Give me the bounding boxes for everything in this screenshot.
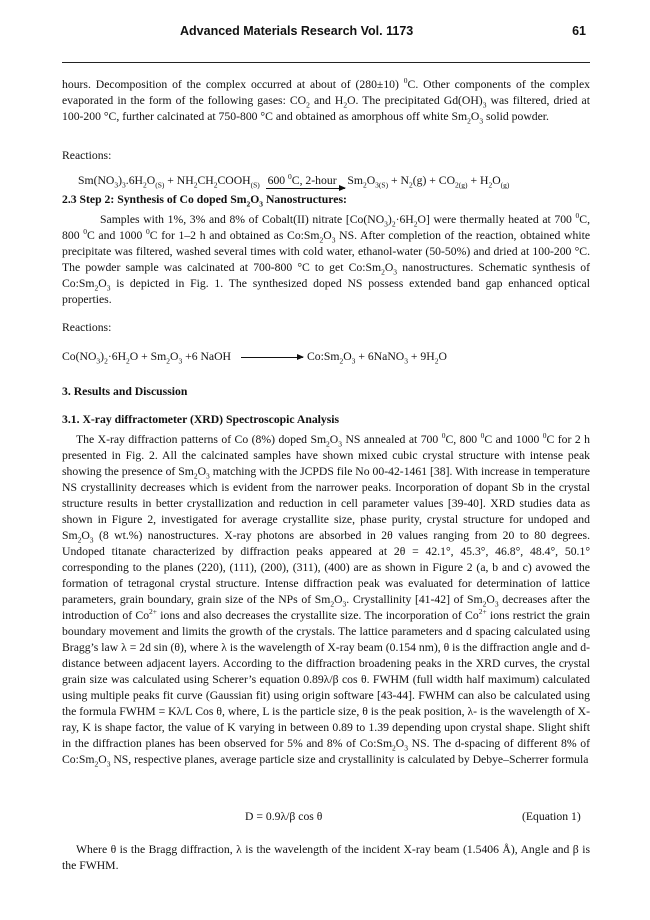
page-number: 61	[572, 24, 586, 38]
running-header	[62, 24, 590, 42]
reactions-label-2: Reactions:	[62, 321, 112, 334]
paragraph-xrd-analysis: The X-ray diffraction patterns of Co (8%) doped $Sm_2O_3$ NS annealed at 700 $^0$C, 800 $^0$C and 1000 $^0$C for 2 h presented in Fig. 2. All the calcinated samples have shown mixed cubic crystal structure with intense peak showing the presence of $Sm_2O_3$ matching with the JCPDS file No 00-42-1461 [38]. With increase in temperature NS crystallinity decreases which is evident from the narrower peaks. Incorporation of dopant Sb in the crystal structure results in better crystallization and reduction in cell parameter values [39-40]. XRD studies data as shown in Figure 2, investigated for average crystallite size, phase purity, crystal structure for undoped and $Sm_2O_3$ (8 wt.%) nanostructures. X-ray photons are absorbed in 2θ values ranging from 20 to 80 degrees. Undoped titanate characterized by diffraction peaks appeared at 2θ = 42.1°, 45.3°, 46.8°, 48.4°, 50.1° corresponding to the planes (220), (111), (200), (311), (400) are as shown in Figure 2 (a, b and c) avowed the formation of tetragonal crystal structure. Intense diffraction peak was evaluated for determination of lattice parameters, grain boundary, grain size of the NPs of $Sm_2O_3$. Crystallinity [41-42] of $Sm_2O_3$ decreases after the introduction of $Co^{2+}$ ions and also decreases the crystallite size. The incorporation of $Co^{2+}$ ions restrict the grain boundary movement and limits the growth of the crystals. The lattice parameters and d spacing calculated using Bragg’s law λ = 2d sin (θ), where λ is the wavelength of X-ray beam (0.154 nm), θ is the diffraction angle and d-distance between adjacent layers. According to the diffraction broadening peaks in the XRD curves, the crystal grain size was calculated using Scherer’s equation 0.89λ/β cos θ. FWHM (full width half maximum) calculated using multiple peaks fit curve (Gaussian fit) using origin software [43-44]. FWHM can also be calculated using the formula FWHM = Kλ/L Cos θ, where, L is the particle size, θ is the peak position, λ- is the wavelength of X-ray, K is shape factor, the value of K varying in between 0.89 to 1.39 depending upon crystal shape. Slight shift in the diffraction planes has been observed for 5% and 8% of $Co:Sm_2O_3$ NS. The d-spacing of different 8% of $Co:Sm_2O_3$ NS, respective planes, average particle size and crystallinity is calculated by Debye–Scherrer formula	[62, 431, 590, 769]
reaction-condition-arrow: 600 $^0$C, 2-hour	[266, 174, 339, 187]
paragraph-synthesis: Samples with 1%, 3% and 8% of Cobalt(II) nitrate $[Co(NO_3)_2\cdot 6H_2O]$ were thermally heated at 700 $^0$C, 800 $^0$C and 1000 $^0$C for 1–2 h and obtained as $Co:Sm_2O_3$ NS. After completion of the reaction, obtained white precipitate was filtered, washed several times with cold water, ethanol-water (50-50%) and dried at 100-200 °C. The powder sample was calcinated at 700-800 °C to get $Co:Sm_2O_3$ nanostructures. Schematic synthesis of $Co:Sm_2O_3$ is depicted in Fig. 1. The synthesized doped NS possess extended band gap enhanced optical properties.	[62, 211, 591, 306]
header-rule	[62, 62, 590, 63]
paragraph-where: Where θ is the Bragg diffraction, λ is the wavelength of the incident X-ray beam (1.5406 Å), Angle and β is the FWHM.	[62, 843, 590, 872]
section-heading-3: 3. Results and Discussion	[62, 385, 188, 398]
journal-title: Advanced Materials Research Vol. 1173	[180, 24, 414, 38]
section-heading-3-1: 3.1. X-ray diffractometer (XRD) Spectroscopic Analysis	[62, 413, 340, 426]
reactions-label-1: Reactions:	[62, 149, 112, 162]
equation-label: (Equation 1)	[522, 810, 581, 823]
section-heading-2-3: 2.3 Step 2: Synthesis of Co doped $Sm_2O_3$ Nanostructures:	[62, 193, 347, 209]
reaction-equation-2: $Co(NO_3)_2\cdot 6H_2O + Sm_2O_3 +6$ NaOH $Co:Sm_2O_3$ + 6NaNO$_3$ + $9H_2O$	[62, 350, 447, 366]
equation-formula: D = 0.9λ/β cos θ	[245, 810, 323, 823]
reaction-equation-1: $Sm(NO_3)_3.6H_2O_{(S)}$ + $NH_2CH_2COOH_{(S)}$ 600 $^0$C, 2-hour $Sm_2O_{3(S)} + N_2(g) + CO_{2(g)} + H_2O_{(g)}$	[78, 172, 510, 190]
reaction-arrow-icon	[241, 357, 303, 358]
paragraph-decomposition: hours. Decomposition of the complex occurred at about of (280±10) $^0$C. Other components of the complex evaporated in the form of the following gases: $CO_2$ and $H_2O$. The precipitated $Gd(OH)_3$ was filtered, dried at 100-200 °C, further calcinated at 750-800 °C and obtained as amorphous off white $Sm_2O_3$ solid powder.	[62, 76, 590, 126]
reaction-arrow-icon	[266, 188, 345, 189]
